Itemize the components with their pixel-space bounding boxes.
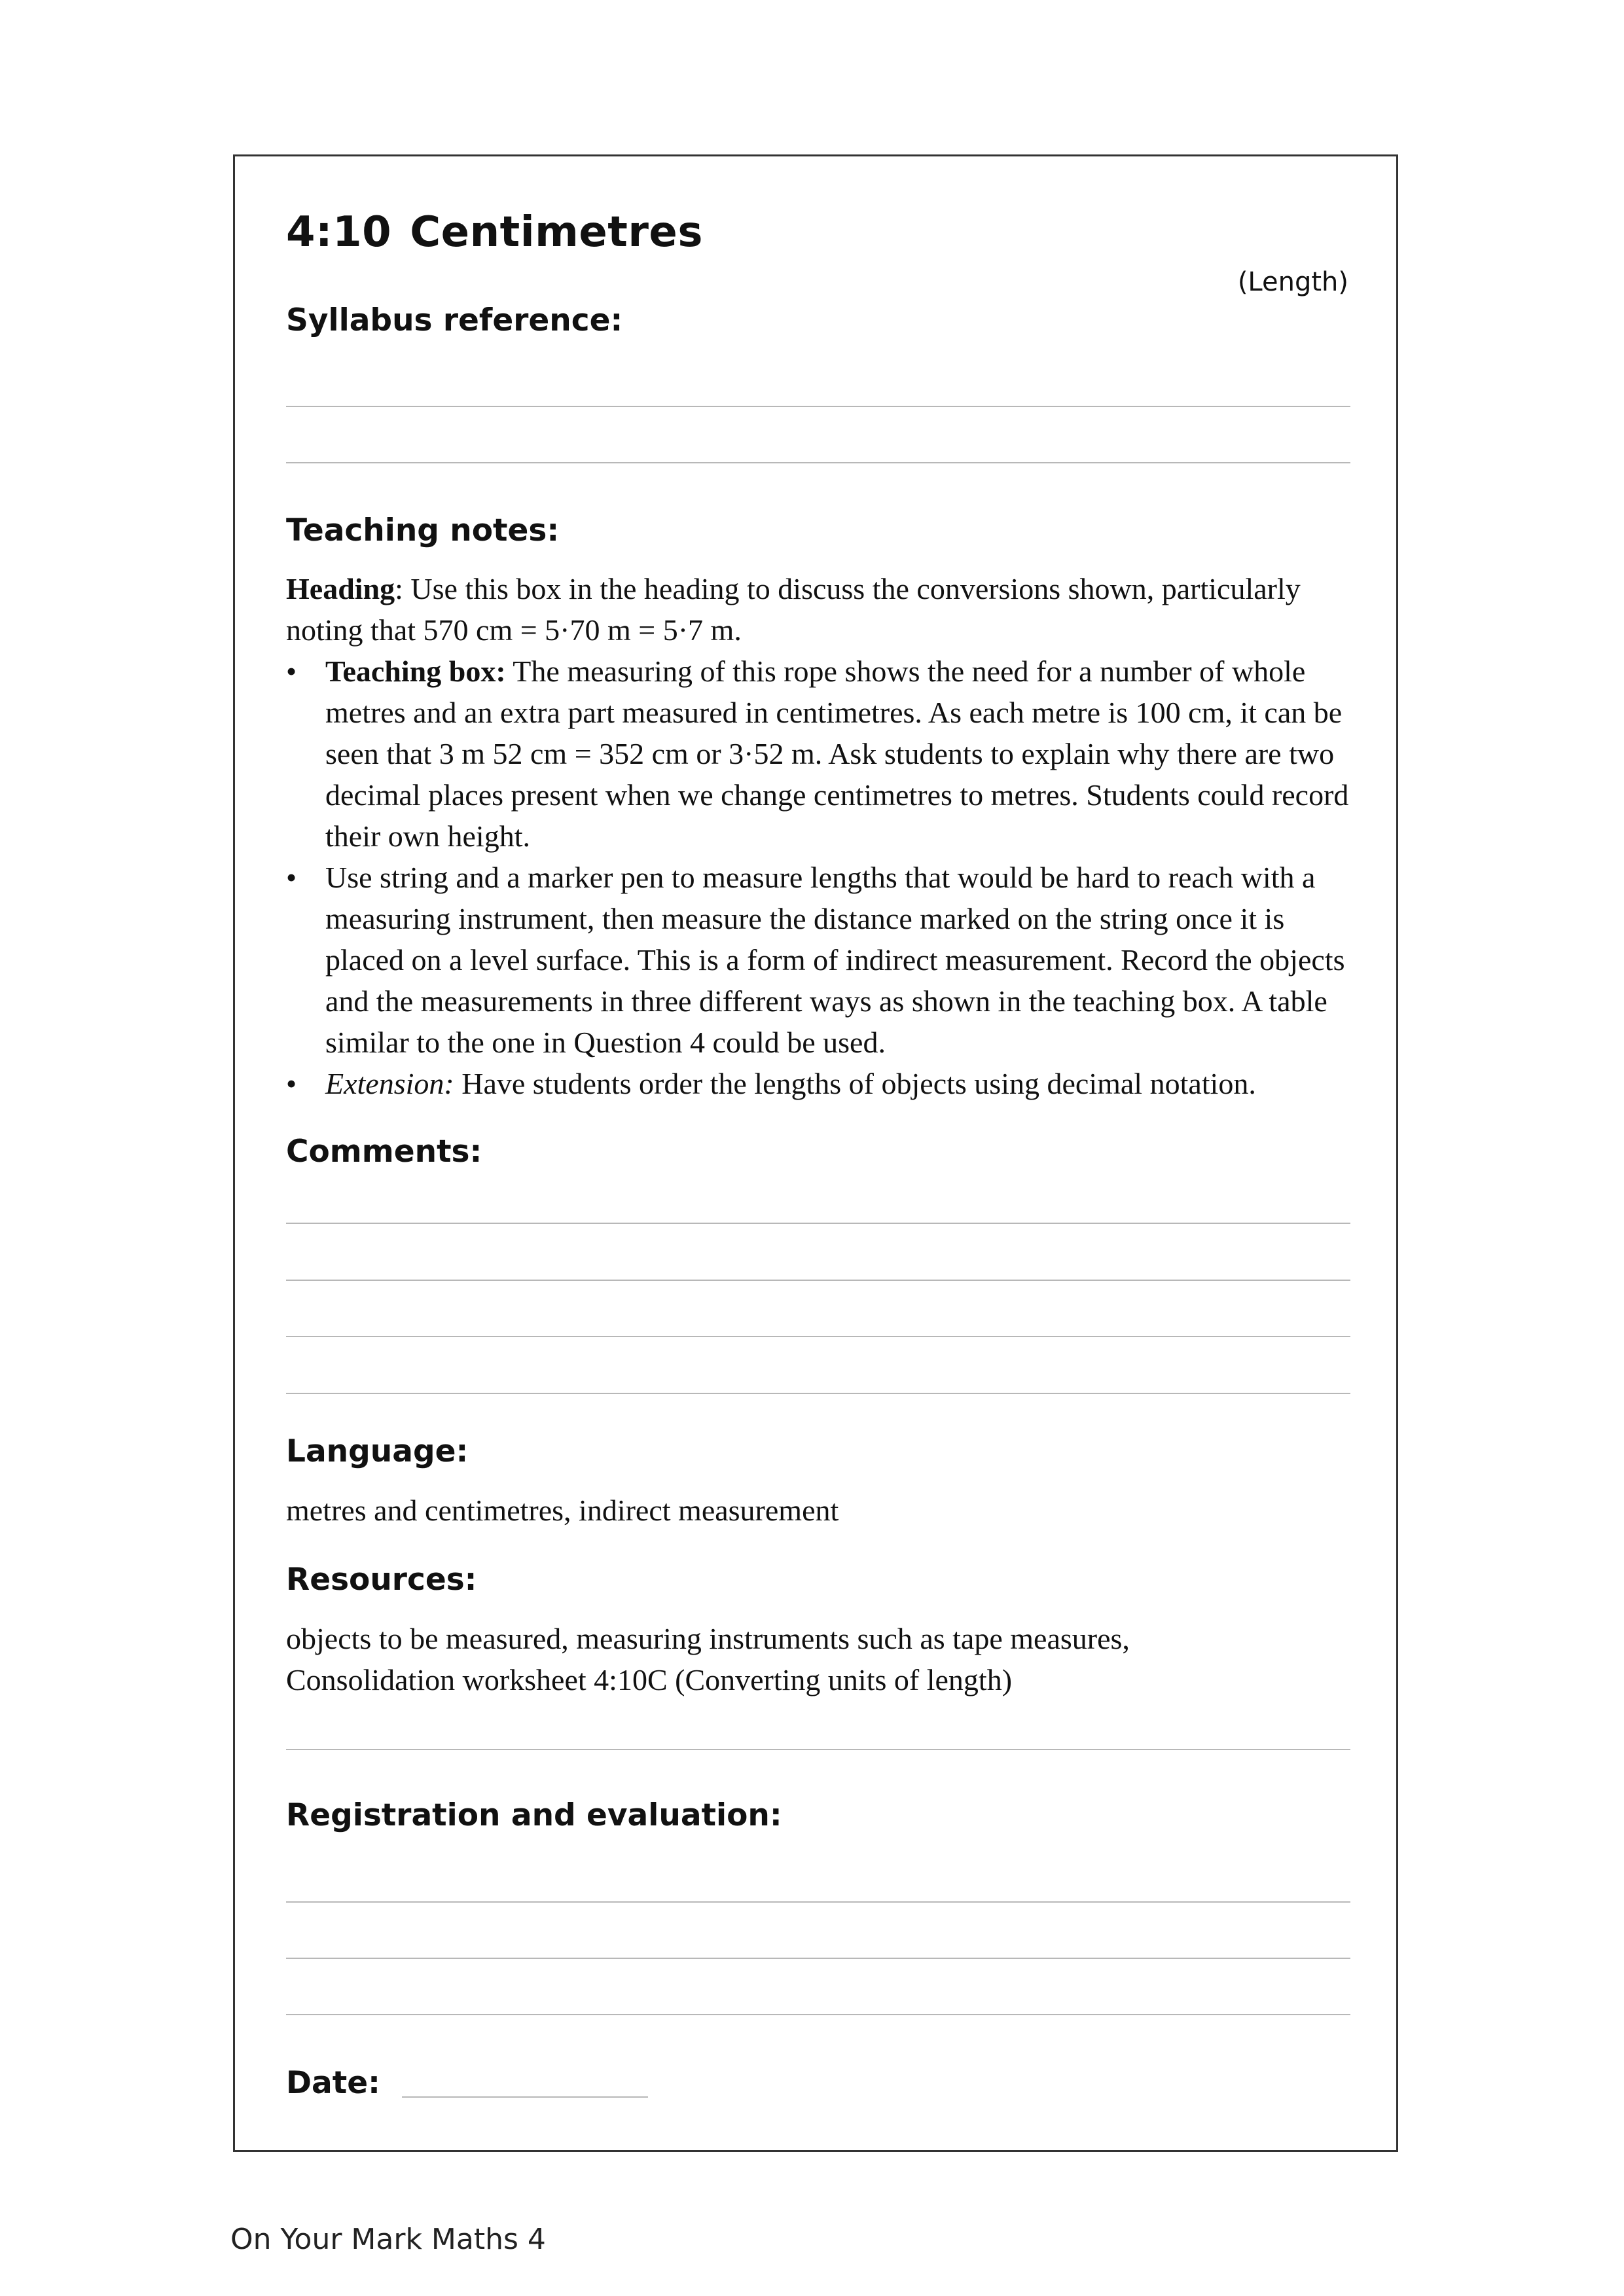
- bullet-glyph: •: [286, 655, 297, 688]
- list-item: [286, 857, 1360, 1063]
- extension-lead: Extension:: [325, 1067, 454, 1100]
- list-item: [286, 651, 1360, 857]
- bullet-glyph: •: [286, 1067, 297, 1100]
- heading-note-lead: Heading: [286, 572, 395, 605]
- bullet-text: Use string and a marker pen to measure lengths that would be hard to reach with a measuring instrument, then measure the distance marked on the string once it is placed on a level surface. This is a form of indirect measurement. Record the objects and the measurements in three different ways as shown in the teaching box. A table similar to the one in Question 4 could be used.: [325, 861, 1345, 1059]
- comments-heading: Comments:: [286, 1134, 482, 1170]
- lesson-title-text: Centimetres: [410, 208, 703, 257]
- syllabus-writing-line-1[interactable]: [286, 406, 1350, 407]
- comments-writing-line-1[interactable]: [286, 1223, 1350, 1224]
- lesson-title: [286, 208, 703, 257]
- footer-book-title: On Your Mark Maths 4: [230, 2223, 546, 2256]
- date-label: Date:: [286, 2065, 380, 2101]
- comments-writing-line-3[interactable]: [286, 1336, 1350, 1337]
- syllabus-writing-line-2[interactable]: [286, 462, 1350, 463]
- teaching-notes-body: [286, 568, 1360, 1104]
- teaching-box-lead: Teaching box:: [325, 655, 506, 688]
- resources-writing-line[interactable]: [286, 1749, 1350, 1750]
- heading-note: [286, 568, 1360, 651]
- teaching-notes-heading: Teaching notes:: [286, 512, 560, 548]
- comments-writing-line-4[interactable]: [286, 1393, 1350, 1394]
- registration-writing-line-2[interactable]: [286, 1958, 1350, 1959]
- registration-heading: Registration and evaluation:: [286, 1797, 782, 1833]
- comments-writing-line-2[interactable]: [286, 1280, 1350, 1281]
- topic-label: (Length): [1237, 267, 1348, 297]
- resources-text: objects to be measured, measuring instruments such as tape measures, Consolidation worksheet 4:10C (Converting units of length): [286, 1622, 1130, 1696]
- language-heading: Language:: [286, 1433, 469, 1469]
- heading-note-text: : Use this box in the heading to discuss the conversions shown, particularly noting that 570 cm = 5·70 m = 5·7 m.: [286, 572, 1301, 647]
- language-text: metres and centimetres, indirect measurement: [286, 1494, 839, 1527]
- bullet-text: The measuring of this rope shows the need for a number of whole metres and an extra part measured in centimetres. As each metre is 100 cm, it can be seen that 3 m 52 cm = 352 cm or 3·52 m. Ask students to explain why there are two decimal places present when we change centimetres to metres. Students could record their own height.: [325, 655, 1349, 853]
- syllabus-reference-heading: Syllabus reference:: [286, 302, 623, 338]
- bullet-glyph: •: [286, 861, 297, 894]
- bullet-text: Have students order the lengths of objects using decimal notation.: [454, 1067, 1256, 1100]
- list-item: [286, 1063, 1360, 1104]
- resources-heading: Resources:: [286, 1562, 477, 1598]
- teaching-notes-list: [286, 651, 1360, 1104]
- date-writing-line[interactable]: [402, 2096, 648, 2098]
- lesson-number: 4:10: [286, 208, 392, 257]
- registration-writing-line-3[interactable]: [286, 2014, 1350, 2015]
- registration-writing-line-1[interactable]: [286, 1901, 1350, 1903]
